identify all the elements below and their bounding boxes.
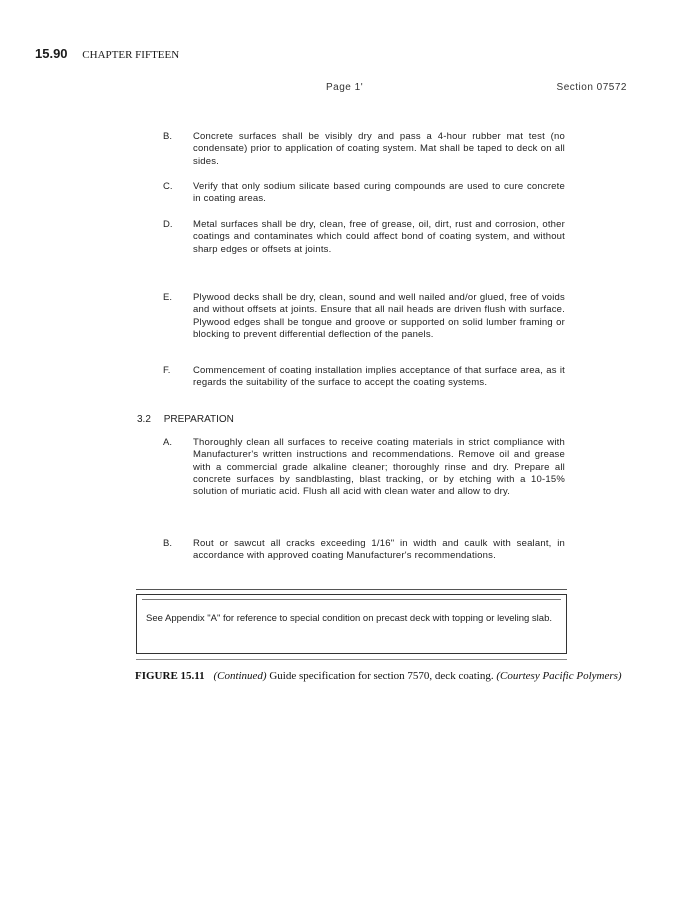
divider xyxy=(136,659,567,660)
appendix-note-box xyxy=(136,594,567,654)
running-head xyxy=(35,46,179,61)
item-text: Commencement of coating installation implies acceptance of that surface area, as it regards the suitability of the surface to accept the coating systems. xyxy=(193,365,565,389)
section-heading xyxy=(137,414,234,425)
item-text: Concrete surfaces shall be visibly dry and pass a 4-hour rubber mat test (no condensate) prior to application of coating system. Mat shall be taped to deck on all sides. xyxy=(193,131,565,167)
figure-caption-text: Guide specification for section 7570, deck coating. xyxy=(269,670,494,682)
item-letter: E. xyxy=(163,292,172,303)
item-text: Metal surfaces shall be dry, clean, free of grease, oil, dirt, rust and corrosion, other coatings and contaminates which could affect bond of coating system, and without sharp edges or offsets at joints. xyxy=(193,219,565,255)
item-letter: A. xyxy=(163,437,172,448)
section-title: PREPARATION xyxy=(163,414,234,425)
figure-label: FIGURE 15.11 xyxy=(135,670,205,682)
item-text: Rout or sawcut all cracks exceeding 1/16" in width and caulk with sealant, in accordance with approved coating Manufacturer's recommendations. xyxy=(193,538,565,562)
spec-section-label: Section 07572 xyxy=(556,82,627,93)
figure-caption xyxy=(135,669,627,683)
item-text: Thoroughly clean all surfaces to receive coating materials in strict compliance with Manufacturer's written instructions and recommendations. Remove oil and grease with a commercial grade alkaline cleaner; thoroughly rinse and dry. Prepare all concrete surfaces by sandblasting, blast tracking, or by etching with a 10-15% solution of muriatic acid. Flush all acid with clean water and allow to dry. xyxy=(193,437,565,498)
appendix-note: See Appendix "A" for reference to special condition on precast deck with topping or leveling slab. xyxy=(146,613,552,624)
item-letter: B. xyxy=(163,538,172,549)
item-letter: B. xyxy=(163,131,172,142)
chapter-title: CHAPTER FIFTEEN xyxy=(82,49,180,61)
figure-continued: (Continued) xyxy=(213,670,267,682)
item-text: Verify that only sodium silicate based curing compounds are used to cure concrete in coating areas. xyxy=(193,181,565,205)
spec-page-label: Page 1' xyxy=(326,82,364,93)
divider xyxy=(136,589,567,590)
item-letter: C. xyxy=(163,181,173,192)
section-number: 3.2 xyxy=(137,414,151,425)
item-letter: F. xyxy=(163,365,171,376)
item-letter: D. xyxy=(163,219,173,230)
figure-credit: (Courtesy Pacific Polymers) xyxy=(496,670,622,682)
item-text: Plywood decks shall be dry, clean, sound and well nailed and/or glued, free of voids and without offsets at joints. Ensure that all nail heads are driven flush with surface. Plywood edges shall be tongue and groove or supported on solid lumber framing or blocking to prevent differential deflection of the panels. xyxy=(193,292,565,340)
book-page-number: 15.90 xyxy=(35,46,68,61)
